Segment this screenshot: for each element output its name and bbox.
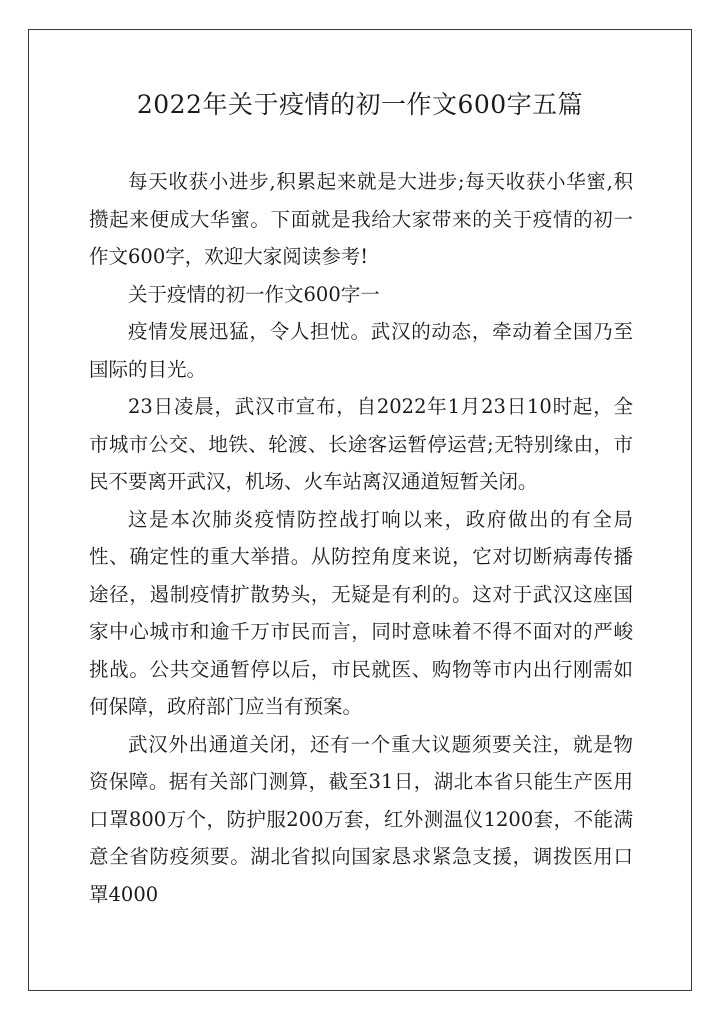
document-title: 2022年关于疫情的初一作文600字五篇 [136, 90, 584, 119]
body-paragraph: 疫情发展迅猛，令人担忧。武汉的动态，牵动着全国乃至国际的目光。 [89, 320, 633, 381]
section-heading: 关于疫情的初一作文600字一 [128, 282, 380, 306]
body-paragraph: 23日凌晨，武汉市宣布，自2022年1月23日10时起，全市城市公交、地铁、轮渡、长途客运暂停运营;无特别缘由，市民不要离开武汉，机场、火车站离汉通道短暂关闭。 [89, 395, 633, 493]
intro-paragraph: 每天收获小进步,积累起来就是大进步;每天收获小华蜜,积攒起来便成大华蜜。下面就是我给大家带来的关于疫情的初一作文600字，欢迎大家阅读参考! [89, 170, 633, 268]
document-body [89, 163, 633, 913]
body-paragraph: 这是本次肺炎疫情防控战打响以来，政府做出的有全局性、确定性的重大举措。从防控角度来说，它对切断病毒传播途径，遏制疫情扩散势头，无疑是有利的。这对于武汉这座国家中心城市和逾千万市民而言，同时意味着不得不面对的严峻挑战。公共交通暂停以后，市民就医、购物等市内出行刚需如何保障，政府部门应当有预案。 [89, 507, 633, 718]
body-paragraph: 武汉外出通道关闭，还有一个重大议题须要关注，就是物资保障。据有关部门测算，截至31日，湖北本省只能生产医用口罩800万个，防护服200万套，红外测温仪1200套，不能满意全省防疫须要。湖北省拟向国家恳求紧急支援，调拨医用口罩4000 [89, 732, 633, 906]
